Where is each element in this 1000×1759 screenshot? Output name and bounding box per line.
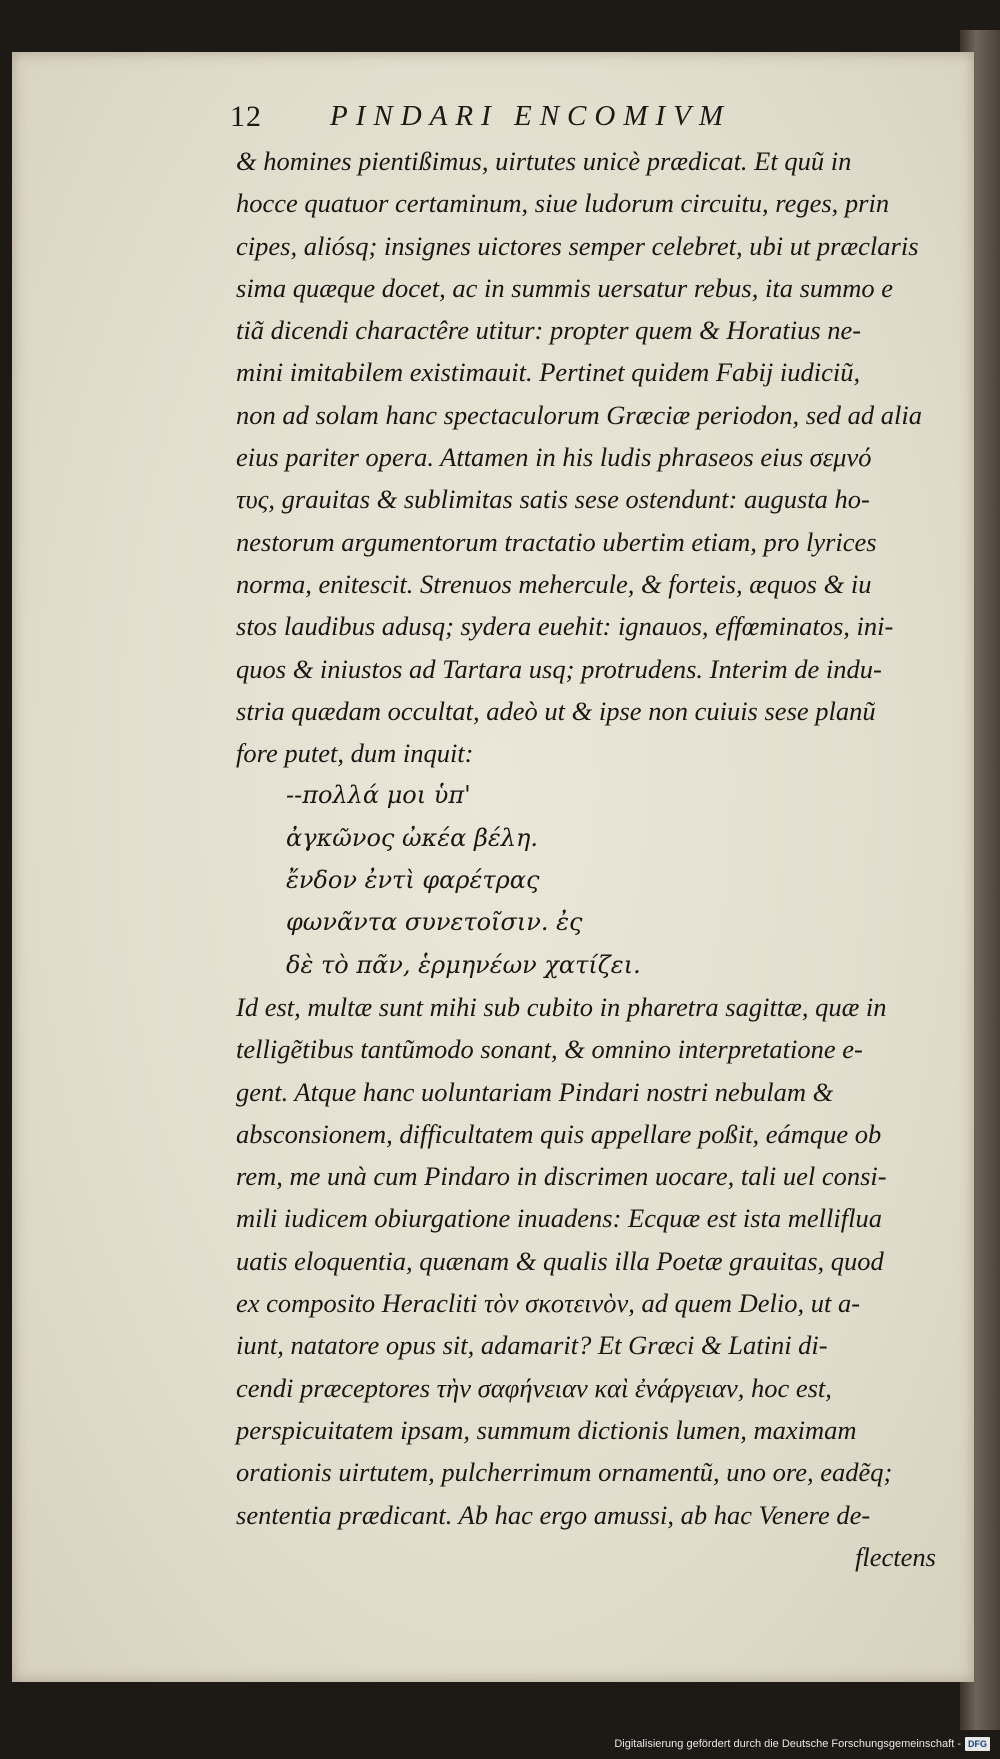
- dfg-logo: DFG: [965, 1737, 990, 1751]
- text-line: cendi præceptores τὴν σαφήνειαν καὶ ἐνάργειαν, hoc est,: [236, 1372, 832, 1403]
- text-line: sententia prædicant. Ab hac ergo amussi, ab hac Venere de-: [236, 1499, 871, 1530]
- text-line: stos laudibus adusq; sydera euehit: ignauos, effœminatos, ini-: [236, 611, 894, 642]
- greek-quote-line: φωνᾶντα συνετοῖσιν. ἐς: [286, 908, 583, 937]
- page-number: 12: [230, 100, 262, 133]
- text-line: uatis eloquentia, quænam & qualis illa Poetæ grauitas, quod: [236, 1245, 884, 1276]
- text-line: mini imitabilem existimauit. Pertinet quidem Fabij iudiciũ,: [236, 357, 861, 388]
- text-line: telligẽtibus tantũmodo sonant, & omnino interpretatione e-: [236, 1034, 863, 1065]
- text-line: fore putet, dum inquit:: [236, 738, 474, 769]
- text-line: & homines pientißimus, uirtutes unicè prædicat. Et quũ in: [236, 146, 852, 176]
- text-line: orationis uirtutem, pulcherrimum ornamentũ, uno ore, eadẽq;: [236, 1457, 893, 1488]
- text-line: perspicuitatem ipsam, summum dictionis lumen, maximam: [236, 1414, 857, 1445]
- text-line: nestorum argumentorum tractatio ubertim etiam, pro lyrices: [236, 526, 877, 557]
- text-line: eius pariter opera. Attamen in his ludis phraseos eius σεμνό: [236, 442, 872, 473]
- text-line: cipes, aliósq; insignes uictores semper celebret, ubi ut præclaris: [236, 230, 919, 261]
- running-head: [230, 100, 930, 140]
- text-line: τυς, grauitas & sublimitas satis sese ostendunt: augusta ho-: [236, 484, 870, 515]
- credit-text: Digitalisierung gefördert durch die Deutsche Forschungsgemeinschaft -: [614, 1738, 961, 1750]
- digitization-credit: [614, 1735, 990, 1753]
- text-line: sima quæque docet, ac in summis uersatur rebus, ita summo e: [236, 272, 894, 303]
- text-line: non ad solam hanc spectaculorum Græciæ periodon, sed ad alia: [236, 399, 923, 430]
- text-line: ex composito Heracliti τὸν σκοτεινὸν, ad quem Delio, ut a-: [236, 1288, 861, 1319]
- text-line: rem, me unà cum Pindaro in discrimen uocare, tali uel consi-: [236, 1161, 887, 1192]
- main-text: [236, 140, 936, 1578]
- text-line: hocce quatuor certaminum, siue ludorum circuitu, reges, prin: [236, 188, 890, 219]
- running-title: PINDARI ENCOMIVM: [330, 100, 732, 132]
- greek-quote-line: δὲ τὸ πᾶν, ἑρμηνέων χατίζει.: [286, 950, 641, 979]
- greek-quote-line: ἔνδον ἐντὶ φαρέτρας: [286, 866, 540, 895]
- text-line: norma, enitescit. Strenuos mehercule, & forteis, æquos & iu: [236, 568, 872, 599]
- greek-quote-line: --πολλά μοι ὑπ': [286, 781, 471, 810]
- text-line: quos & iniustos ad Tartara usq; protrudens. Interim de indu-: [236, 653, 882, 684]
- greek-quote-line: ἀγκῶνος ὠκέα βέλη.: [286, 823, 538, 852]
- text-line: absconsionem, difficultatem quis appellare poßit, eámque ob: [236, 1118, 882, 1149]
- text-line: iunt, natatore opus sit, adamarit? Et Græci & Latini di-: [236, 1330, 828, 1361]
- catchword: flectens: [855, 1541, 936, 1572]
- text-line: mili iudicem obiurgatione inuadens: Ecquæ est ista melliflua: [236, 1203, 882, 1234]
- text-line: gent. Atque hanc uoluntariam Pindari nostri nebulam &: [236, 1076, 834, 1107]
- text-line: stria quædam occultat, adeò ut & ipse non cuiuis sese planũ: [236, 695, 876, 726]
- text-line: tiã dicendi charactêre utitur: propter quem & Horatius ne-: [236, 315, 862, 346]
- text-line: Id est, multæ sunt mihi sub cubito in pharetra sagittæ, quæ in: [236, 991, 887, 1022]
